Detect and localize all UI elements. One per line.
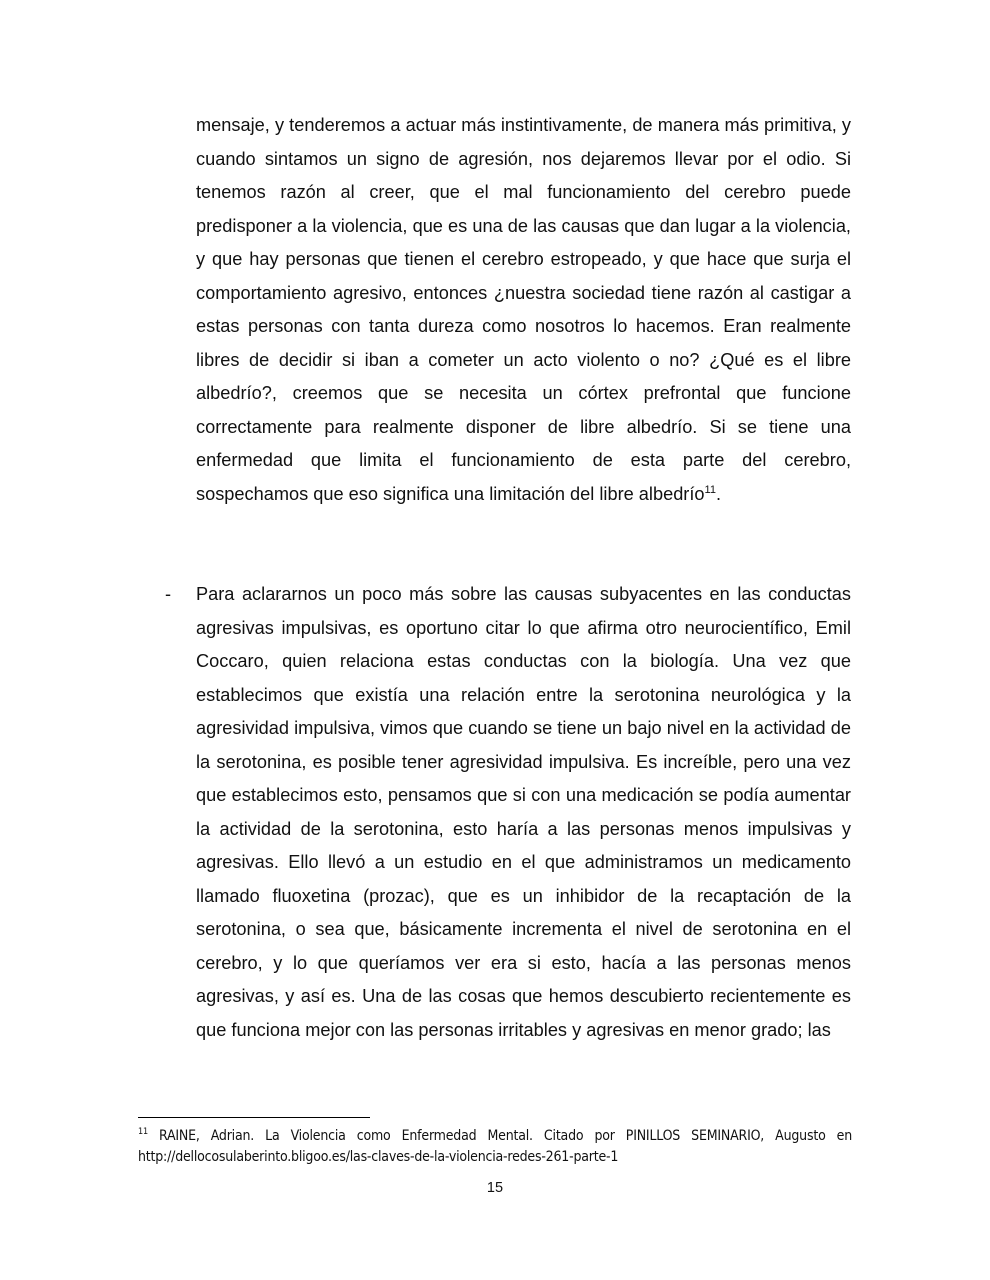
footnote [138,1126,852,1168]
list-item-paragraph: Para aclararnos un poco más sobre las causas subyacentes en las conductas agresivas impulsivas, es oportuno citar lo que afirma otro neurocientífico, Emil Coccaro, quien relaciona estas conductas con la biología. Una vez que establecimos que existía una relación entre la serotonina neurológica y la agresividad impulsiva, vimos que cuando se tiene un bajo nivel en la actividad de la serotonina, es posible tener agresividad impulsiva. Es increíble, pero una vez que establecimos esto, pensamos que si con una medicación se podía aumentar la actividad de la serotonina, esto haría a las personas menos impulsivas y agresivas. Ello llevó a un estudio en el que administramos un medicamento llamado fluoxetina (prozac), que es un inhibidor de la recaptación de la serotonina, o sea que, básicamente incrementa el nivel de serotonina en el cerebro, y lo que queríamos ver era si esto, hacía a las personas menos agresivas, y así es. Una de las cosas que hemos descubierto recientemente es que funciona mejor con las personas irritables y agresivas en menor grado; las [196,584,851,1040]
footnote-text: RAINE, Adrian. La Violencia como Enfermedad Mental. Citado por PINILLOS SEMINARIO, Augusto en http://dellocosulaberinto.bligoo.es/las-claves-de-la-violencia-redes-261-parte-1 [138,1128,852,1165]
paragraph-end: . [715,483,722,504]
list-bullet: - [165,584,172,604]
paragraph-text: mensaje, y tenderemos a actuar más instintivamente, de manera más primitiva, y cuando sintamos un signo de agresión, nos dejaremos llevar por el odio. Si tenemos razón al creer, que el mal funcionamiento del cerebro puede predisponer a la violencia, que es una de las causas que dan lugar a la violencia, y que hay personas que tienen el cerebro estropeado, y que hace que surja el comportamiento agresivo, entonces ¿nuestra sociedad tiene razón al castigar a estas personas con tanta dureza como nosotros lo hacemos. Eran realmente libres de decidir si iban a cometer un acto violento o no? ¿Qué es el libre albedrío?, creemos que se necesita un córtex prefrontal que funcione correctamente para realmente disponer de libre albedrío. Si se tiene una enfermedad que limita el funcionamiento de esta parte del cerebro, sospechamos que eso significa una limitación del libre albedrío [196,115,851,504]
footnote-number: 11 [138,1127,148,1137]
footnote-reference[interactable]: 11 [704,483,716,496]
body-paragraph [196,109,851,511]
page-number: 15 [486,1180,504,1196]
footnote-separator [138,1117,370,1118]
